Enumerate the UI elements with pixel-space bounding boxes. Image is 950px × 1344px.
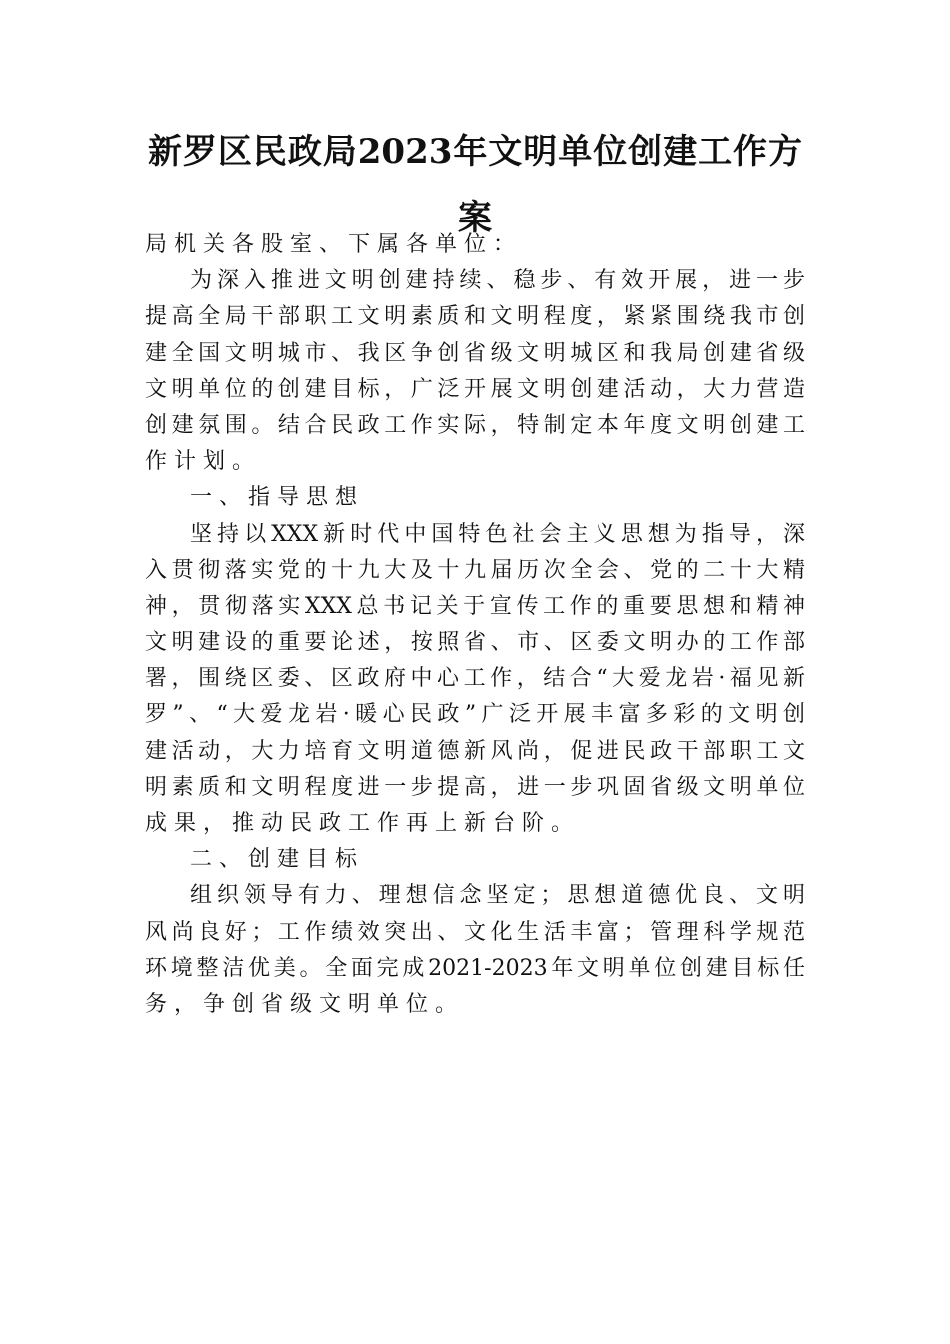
section-heading-1: 一、指导思想 — [190, 485, 365, 511]
text-line: 提高全局干部职工文明素质和文明程度，紧紧围绕我市创 — [145, 304, 805, 330]
text-line: 作计划。 — [145, 449, 262, 475]
text-line: 文明单位的创建目标，广泛开展文明创建活动，大力营造 — [145, 376, 805, 402]
document-body — [145, 227, 805, 1023]
text-line: 务，争创省级文明单位。 — [145, 991, 465, 1017]
paragraph-goals — [145, 878, 805, 1023]
title-line-2: 案 — [458, 198, 492, 238]
text-line: 为深入推进文明创建持续、稳步、有效开展，进一步 — [190, 268, 805, 294]
paragraph-guiding-thought — [145, 517, 805, 843]
text-line: 组织领导有力、理想信念坚定；思想道德优良、文明 — [190, 883, 805, 909]
text-line: 环境整洁优美。全面完成2021-2023年文明单位创建目标任 — [145, 955, 805, 981]
text-line: 风尚良好；工作绩效突出、文化生活丰富；管理科学规范 — [145, 919, 805, 945]
text-line: 成果，推动民政工作再上新台阶。 — [145, 811, 581, 836]
text-line: 文明建设的重要论述，按照省、市、区委文明办的工作部 — [145, 630, 805, 656]
text-line: 罗”、“大爱龙岩·暖心民政”广泛开展丰富多彩的文明创 — [145, 702, 805, 728]
salutation: 局机关各股室、下属各单位： — [145, 232, 523, 257]
text-line: 坚持以XXX新时代中国特色社会主义思想为指导，深 — [190, 521, 805, 547]
text-line: 明素质和文明程度进一步提高，进一步巩固省级文明单位 — [145, 774, 805, 800]
text-line: 署，围绕区委、区政府中心工作，结合“大爱龙岩·福见新 — [145, 666, 805, 692]
paragraph-intro — [145, 263, 805, 480]
text-line: 入贯彻落实党的十九大及十九届历次全会、党的二十大精 — [145, 557, 805, 583]
text-line: 建全国文明城市、我区争创省级文明城区和我局创建省级 — [145, 340, 805, 366]
section-heading-2: 二、创建目标 — [190, 847, 365, 873]
text-line: 建活动，大力培育文明道德新风尚，促进民政干部职工文 — [145, 738, 805, 764]
title-line-1: 新罗区民政局2023年文明单位创建工作方 — [148, 132, 802, 172]
text-line: 创建氛围。结合民政工作实际，特制定本年度文明创建工 — [145, 412, 805, 438]
text-line: 神，贯彻落实XXX总书记关于宣传工作的重要思想和精神 — [145, 593, 805, 619]
